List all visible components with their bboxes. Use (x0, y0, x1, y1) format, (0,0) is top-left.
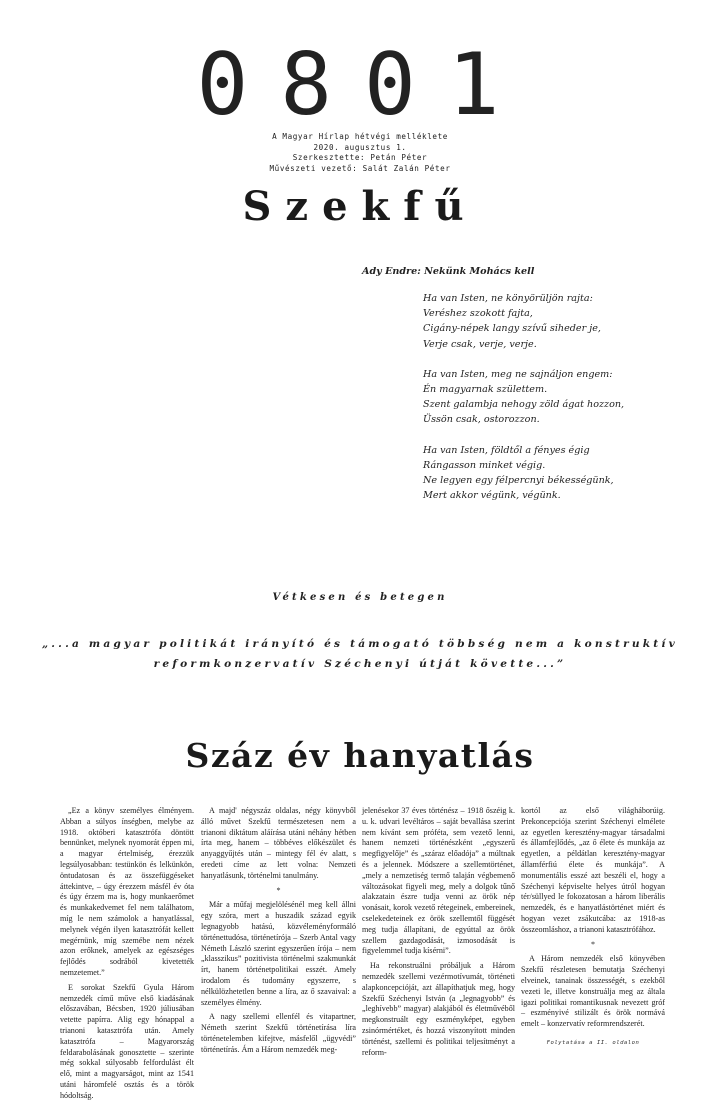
poem-line: Én magyarnak születtem. (423, 384, 548, 396)
article-column-2 (201, 806, 356, 1060)
poem-line: Rángasson minket végig. (423, 459, 546, 471)
poem-line: Ha van Isten, földtől a fényes égig (423, 444, 590, 456)
poem-line: Veréshez szokott fajta, (423, 308, 533, 320)
masthead (0, 35, 720, 135)
article-paragraph: E sorokat Szekfű Gyula Három nemzedék című műve első kiadásának előszavában, Bécsben, 1920 júliusában vetette papírra. Alig egy hónappal a trianoni katasztrófa után. Amely katasztrófa – Magyarország feldarabolásának gonosztette – szerinte még sokkal súlyosabb felfordulást élt elő, mint a magyarságot, mint az 1541 utáni háromfelé osztás és a török hódoltság. (60, 982, 194, 1100)
article-column-1 (60, 806, 194, 1106)
article-paragraph: A majd' négyszáz oldalas, négy könyvből álló művet Szekfű természetesen nem a trianoni diktátum aláírása utáni néhány hétben írta meg, hanem – többéves előkészület és anyaggyűjtés után – mintegy fél év alatt, s eredeti címe az lett volna: Nemzeti hanyatlásunk, történelmi tanulmány. (201, 806, 356, 880)
article-paragraph: A Három nemzedék első könyvében Szekfű részletesen bemutatja Széchenyi elveinek, tanainak összességét, s ezekből vezeti le, illetve konstruálja meg az általa igazi politikai romantikusnak nevezett gróf – eszményivé stilizált és örök normává emelt – konzervatív reformrendszerét. (521, 954, 665, 1029)
article-paragraph: A nagy szellemi ellenfél és vitapartner, Németh szerint Szekfű történetírása líra történetelemben kifejtve, másfelől „ügyvédi” történetírás. Ám a Három nemzedék meg- (201, 1012, 356, 1054)
poem (423, 291, 624, 518)
poem-line: Szent galambja nehogy zöld ágat hozzon, (423, 399, 625, 411)
imprint-art-director: Művészeti vezető: Salát Zalán Péter (269, 163, 451, 173)
pull-quote-line: reformkonzervatív Széchenyi útját követte...” (153, 658, 567, 670)
imprint-supplement: A Magyar Hírlap hétvégi melléklete (272, 132, 448, 141)
article-paragraph: Ha rekonstruálni próbáljuk a Három nemzedék szellemi vezérmotívumát, történeti alapkoncepcióját, azt állapíthatjuk meg, hogy Szekfű Széchenyi István (a „legnagyobb” és „leghívebb” magyar) alakjából és életművéből megkonstruált egy eszményképet, egyben zsinórmértéket, és hozzá viszonyított minden történést, szellemi és politikai teljesítményt a reform- (362, 961, 515, 1057)
article-headline: Száz év hanyatlás (185, 736, 535, 775)
section-divider: * (590, 939, 596, 949)
masthead-digit: 0 (196, 35, 273, 135)
poem-stanza (423, 291, 624, 352)
imprint-editor: Szerkesztette: Petán Péter (292, 153, 428, 162)
poem-stanza (423, 443, 624, 504)
poem-title: Ady Endre: Nekünk Mohács kell (362, 266, 535, 277)
poem-line: Üssön csak, ostorozzon. (423, 414, 540, 426)
poem-stanza (423, 367, 624, 428)
page-title: Szekfű (242, 183, 478, 230)
poem-line: Verje csak, verje, verje. (423, 338, 537, 350)
article-column-3 (362, 806, 515, 1062)
article-paragraph: „Ez a könyv személyes élményem. Abban a súlyos ínségben, melybe az 1918. októberi katasztrófa döntött bennünket, melynek nyomorát éppen mi, a magyar értelmiség, érezzük legsúlyosabban: testünkön és lelkünkön, öntudatosan és az összefüggéseket áttekintve, – úgy érezzem másfél év óta és úgy érzem ma is, hogy munkaerőmet és munkakedvemet fel nem találhatom, míg le nem számolok a hanyatlással, melynek végén ilyen katasztrófát kellett megérnünk, míg szemébe nem nézek azon erőknek, amelyek az egészséges fejlődés sodrából kivetették nemzetemet.” (60, 806, 194, 977)
article-paragraph: jelenésekor 37 éves történész – 1918 őszéig k. u. k. udvari levéltáros – saját bevallása szerint nem kívánt sem próféta, sem vezető lenni, hanem nemzeti történészként „egyszerű megfigyelője” és „száraz előadója” a múltnak és a jelennek. Módszere a szellemtörténet, „mely a nemzetiség termő talaján végbemenő változásokat figyeli meg, mely a dolgok tűnő alakzatain észre tudja venni az örök nép vonásait, korok vezető rétegeinek, embereinek, cselekedeteinek ez örök szellemtől függését meg tudja állapítani, de egyúttal az örök szellem gazdagodását, izmosodását is figyelemmel tudja kísérni”. (362, 806, 515, 956)
article-paragraph: Már a műfaj megjelölésénél meg kell állni egy szóra, mert a huszadik század egyik legnagyobb hatású, közvéleményformáló történettudósa, történetírója – Szerb Antal vagy Németh László szerint egyszerűen írója – nem „klasszikus” pozitivista történelmi szakmunkát írt, hanem történetpolitikai esszét. Amely irodalom és tudomány egyszerre, s nélkülözhetetlen benne a líra, az ő szavaival: a személyes élmény. (201, 900, 356, 1007)
section-divider: * (276, 885, 281, 895)
imprint (0, 132, 720, 174)
masthead-digit: 1 (447, 35, 524, 135)
masthead-digit: 8 (280, 35, 356, 135)
poem-line: Ne legyen egy félpercnyi békességünk, (423, 475, 614, 487)
poem-line: Mert akkor végünk, végünk. (423, 490, 561, 502)
masthead-digit: 0 (364, 35, 440, 135)
poem-line: Cigány-népek langy szívű siheder je, (423, 323, 601, 335)
pull-quote-line: „...a magyar politikát irányító és támogató többség nem a konstruktív (42, 638, 678, 650)
pull-quote (40, 634, 680, 674)
poem-line: Ha van Isten, ne könyörüljön rajta: (423, 293, 593, 304)
article-paragraph: kortól az első világháborúig. Prekoncepciója szerint Széchenyi elmélete az egyetlen keresztény-magyar társadalmi és államfejlődés, „az ő élete és munkája az egyetlen, a példátlan keresztény-magyar államférfiú élete és munkája”. A monumentális esszé azt beszéli el, hogy a Széchenyi képviselte helyes útról hogyan tér/süllyed le fokozatosan a három liberális nemzedék, és e hanyatlástörténet miért és hogyan vezet zsákutcába: az 1918-as összeomláshoz, a trianoni katasztrófához. (521, 806, 665, 934)
section-subhead: Vétkesen és betegen (272, 592, 448, 603)
continued-note: Folytatása a II. oldalon (546, 1039, 640, 1046)
article-column-4 (521, 806, 665, 1049)
poem-line: Ha van Isten, meg ne sajnáljon engem: (423, 368, 613, 380)
imprint-date: 2020. augusztus 1. (313, 142, 407, 152)
